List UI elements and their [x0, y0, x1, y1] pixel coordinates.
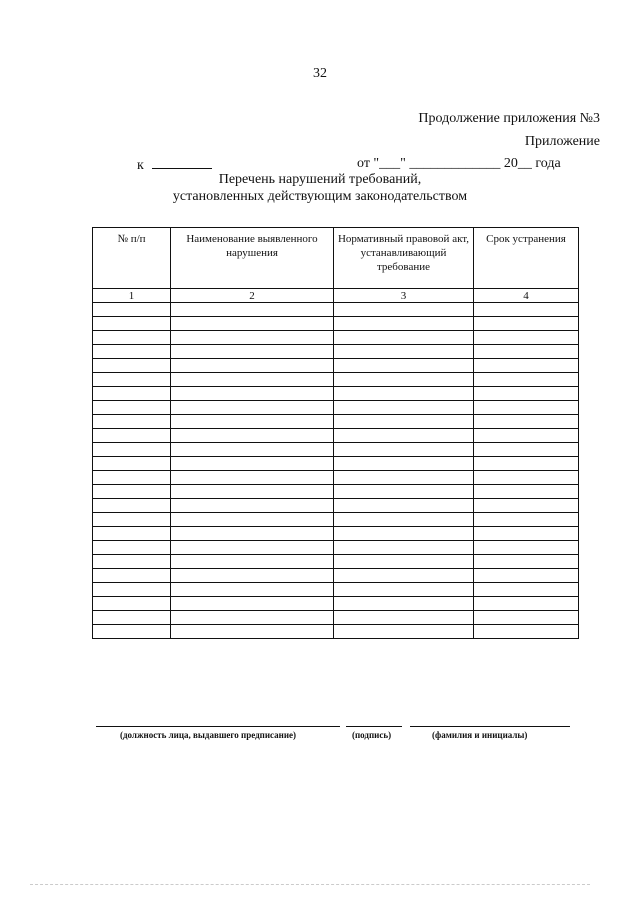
table-row — [93, 583, 579, 597]
table-cell — [474, 303, 579, 317]
scan-artifact-line — [30, 884, 590, 885]
table-cell — [474, 513, 579, 527]
table-cell — [171, 373, 334, 387]
table-row — [93, 499, 579, 513]
table-cell — [474, 345, 579, 359]
table-cell — [334, 541, 474, 555]
header-legal-act: Нормативный правовой акт, устанавливающий требование — [334, 228, 474, 289]
table-cell — [171, 499, 334, 513]
table-cell — [93, 471, 171, 485]
table-cell — [474, 317, 579, 331]
table-cell — [334, 345, 474, 359]
table-cell — [171, 611, 334, 625]
table-cell — [474, 331, 579, 345]
table-cell — [171, 555, 334, 569]
table-header-row — [93, 228, 579, 289]
table-cell — [171, 569, 334, 583]
name-signature-line — [410, 726, 570, 727]
table-cell — [93, 443, 171, 457]
table-cell — [93, 583, 171, 597]
table-cell — [171, 513, 334, 527]
table-row — [93, 625, 579, 639]
table-cell — [474, 359, 579, 373]
table-row — [93, 527, 579, 541]
table-row — [93, 345, 579, 359]
column-number: 2 — [171, 289, 334, 303]
table-row — [93, 303, 579, 317]
table-cell — [171, 443, 334, 457]
table-cell — [93, 555, 171, 569]
table-row — [93, 429, 579, 443]
table-cell — [474, 527, 579, 541]
addressee-prefix: к — [137, 158, 144, 173]
table-cell — [474, 625, 579, 639]
table-cell — [474, 611, 579, 625]
table-cell — [171, 485, 334, 499]
table-row — [93, 373, 579, 387]
appendix-label: Приложение — [524, 134, 600, 149]
table-cell — [93, 457, 171, 471]
table-cell — [334, 387, 474, 401]
table-cell — [171, 597, 334, 611]
table-cell — [93, 415, 171, 429]
table-cell — [334, 499, 474, 513]
table-cell — [334, 471, 474, 485]
table-cell — [93, 569, 171, 583]
table-cell — [334, 625, 474, 639]
document-title-line-2: установленных действующим законодательством — [172, 189, 468, 204]
page-number: 32 — [313, 66, 327, 81]
column-number: 3 — [334, 289, 474, 303]
table-cell — [474, 541, 579, 555]
table-cell — [93, 401, 171, 415]
table-cell — [474, 555, 579, 569]
table-cell — [334, 429, 474, 443]
table-cell — [93, 359, 171, 373]
table-row — [93, 597, 579, 611]
table-cell — [93, 499, 171, 513]
table-row — [93, 485, 579, 499]
table-cell — [334, 569, 474, 583]
table-row — [93, 457, 579, 471]
table-row — [93, 359, 579, 373]
table-cell — [93, 541, 171, 555]
table-cell — [171, 527, 334, 541]
table-cell — [93, 317, 171, 331]
table-cell — [474, 569, 579, 583]
table-cell — [93, 485, 171, 499]
table-cell — [171, 359, 334, 373]
table-cell — [334, 303, 474, 317]
name-caption: (фамилия и инициалы) — [432, 730, 528, 740]
table-cell — [93, 303, 171, 317]
table-cell — [93, 373, 171, 387]
table-cell — [93, 387, 171, 401]
table-row — [93, 513, 579, 527]
table-cell — [171, 317, 334, 331]
table-cell — [334, 401, 474, 415]
header-violation-name: Наименование выявленного нарушения — [171, 228, 334, 289]
table-cell — [171, 583, 334, 597]
header-number: № п/п — [93, 228, 171, 289]
table-cell — [171, 457, 334, 471]
table-cell — [171, 541, 334, 555]
table-cell — [171, 401, 334, 415]
table-cell — [93, 513, 171, 527]
table-cell — [334, 583, 474, 597]
date-line: от "___" _____________ 20__ года — [357, 156, 561, 171]
table-cell — [474, 485, 579, 499]
table-cell — [474, 457, 579, 471]
table-row — [93, 611, 579, 625]
table-cell — [474, 499, 579, 513]
table-cell — [334, 555, 474, 569]
table-cell — [474, 373, 579, 387]
position-caption: (должность лица, выдавшего предписание) — [120, 730, 297, 740]
table-row — [93, 471, 579, 485]
table-cell — [334, 597, 474, 611]
appendix-continuation: Продолжение приложения №3 — [418, 111, 600, 126]
header-deadline: Срок устранения — [474, 228, 579, 289]
table-row — [93, 443, 579, 457]
document-title-line-1: Перечень нарушений требований, — [218, 172, 422, 187]
table-cell — [93, 597, 171, 611]
signature-caption: (подпись) — [352, 730, 392, 740]
table-cell — [334, 317, 474, 331]
table-cell — [334, 513, 474, 527]
table-cell — [334, 443, 474, 457]
table-cell — [334, 485, 474, 499]
table-row — [93, 569, 579, 583]
table-row — [93, 555, 579, 569]
table-cell — [93, 625, 171, 639]
table-cell — [93, 345, 171, 359]
table-cell — [171, 303, 334, 317]
table-cell — [474, 387, 579, 401]
table-cell — [334, 331, 474, 345]
column-number-row — [93, 289, 579, 303]
table-cell — [93, 527, 171, 541]
table-cell — [171, 471, 334, 485]
table-row — [93, 317, 579, 331]
table-cell — [93, 331, 171, 345]
column-number: 4 — [474, 289, 579, 303]
table-cell — [171, 387, 334, 401]
table-row — [93, 401, 579, 415]
table-cell — [474, 597, 579, 611]
table-cell — [171, 625, 334, 639]
table-row — [93, 415, 579, 429]
table-cell — [474, 471, 579, 485]
table-cell — [334, 527, 474, 541]
table-cell — [171, 331, 334, 345]
table-cell — [93, 429, 171, 443]
signature-line — [346, 726, 402, 727]
table-cell — [334, 611, 474, 625]
violations-table — [92, 227, 579, 639]
table-row — [93, 331, 579, 345]
addressee-blank — [152, 156, 212, 169]
table-cell — [474, 401, 579, 415]
table-cell — [474, 429, 579, 443]
table-cell — [474, 415, 579, 429]
table-row — [93, 387, 579, 401]
table-cell — [171, 429, 334, 443]
table-cell — [93, 611, 171, 625]
table-cell — [334, 457, 474, 471]
table-cell — [474, 443, 579, 457]
column-number: 1 — [93, 289, 171, 303]
table-cell — [334, 415, 474, 429]
table-cell — [171, 345, 334, 359]
table-cell — [334, 373, 474, 387]
position-signature-line — [96, 726, 340, 727]
table-cell — [171, 415, 334, 429]
table-row — [93, 541, 579, 555]
table-cell — [474, 583, 579, 597]
table-cell — [334, 359, 474, 373]
